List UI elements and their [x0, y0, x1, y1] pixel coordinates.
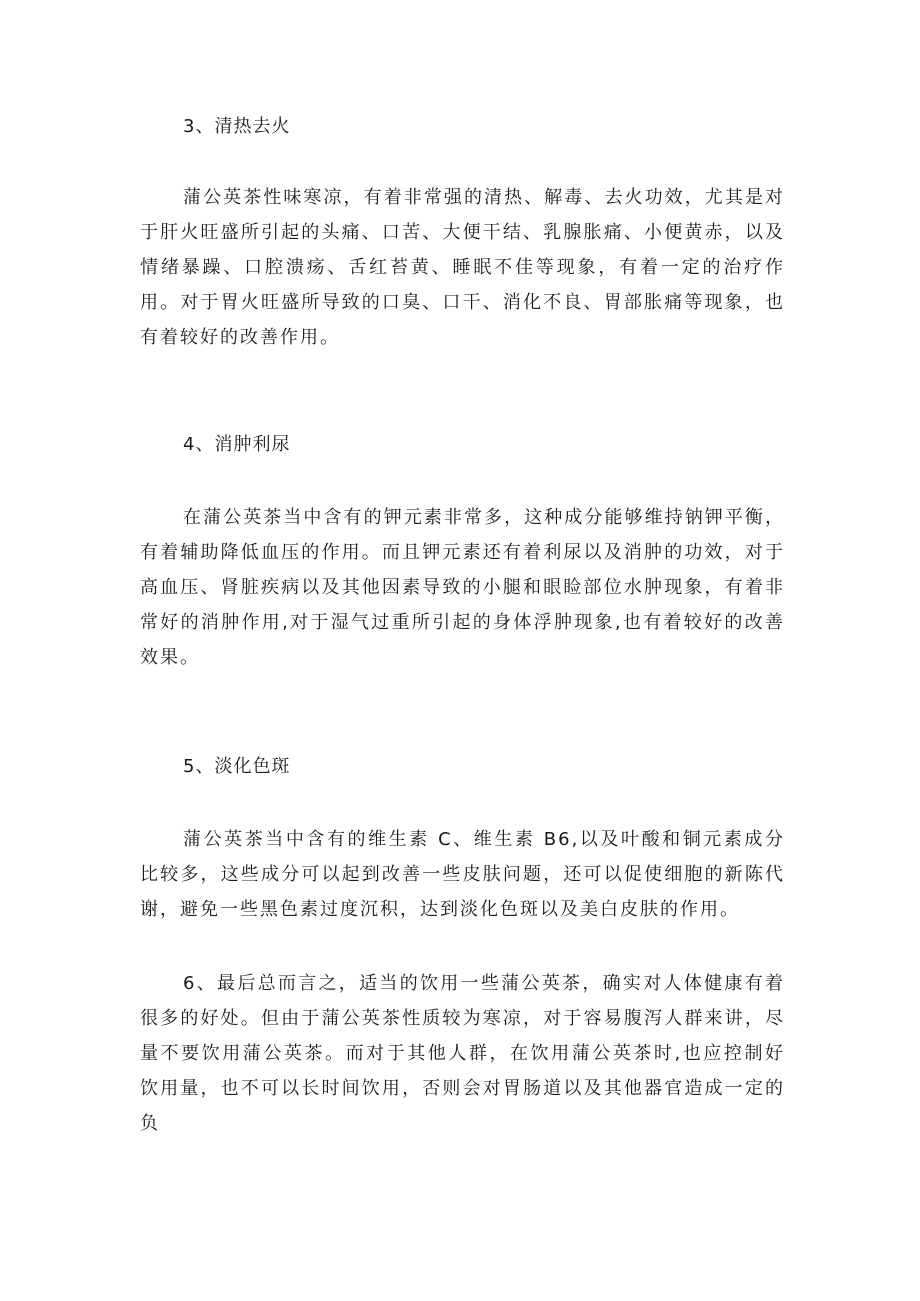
section-body-clearing-heat: 蒲公英茶性味寒凉，有着非常强的清热、解毒、去火功效，尤其是对于肝火旺盛所引起的头痛、口苦、大便干结、乳腺胀痛、小便黄赤，以及情绪暴躁、口腔溃疡、舌红苔黄、睡眠不佳等现象，有着一定的治疗作用。对于胃火旺盛所导致的口臭、口干、消化不良、胃部胀痛等现象，也有着较好的改善作用。	[140, 187, 785, 348]
section-heading-clearing-heat: 3、清热去火	[183, 116, 291, 137]
closing-paragraph: 6、最后总而言之，适当的饮用一些蒲公英茶，确实对人体健康有着很多的好处。但由于蒲公英茶性质较为寒凉，对于容易腹泻人群来讲，尽量不要饮用蒲公英茶。而对于其他人群，在饮用蒲公英茶时,也应控制好饮用量，也不可以长时间饮用，否则会对胃肠道以及其他器官造成一定的负	[140, 973, 785, 1134]
section-heading-diuretic: 4、消肿利尿	[183, 434, 291, 455]
section-heading-spot-fading: 5、淡化色斑	[183, 756, 291, 777]
section-body-diuretic: 在蒲公英茶当中含有的钾元素非常多，这种成分能够维持钠钾平衡，有着辅助降低血压的作用。而且钾元素还有着利尿以及消肿的功效，对于高血压、肾脏疾病以及其他因素导致的小腿和眼睑部位水肿现象，有着非常好的消肿作用,对于湿气过重所引起的身体浮肿现象,也有着较好的改善效果。	[140, 507, 785, 668]
section-body-spot-fading: 蒲公英茶当中含有的维生素 C、维生素 B6,以及叶酸和铜元素成分比较多，这些成分可以起到改善一些皮肤问题，还可以促使细胞的新陈代谢，避免一些黑色素过度沉积，达到淡化色斑以及美白皮肤的作用。	[140, 829, 785, 920]
